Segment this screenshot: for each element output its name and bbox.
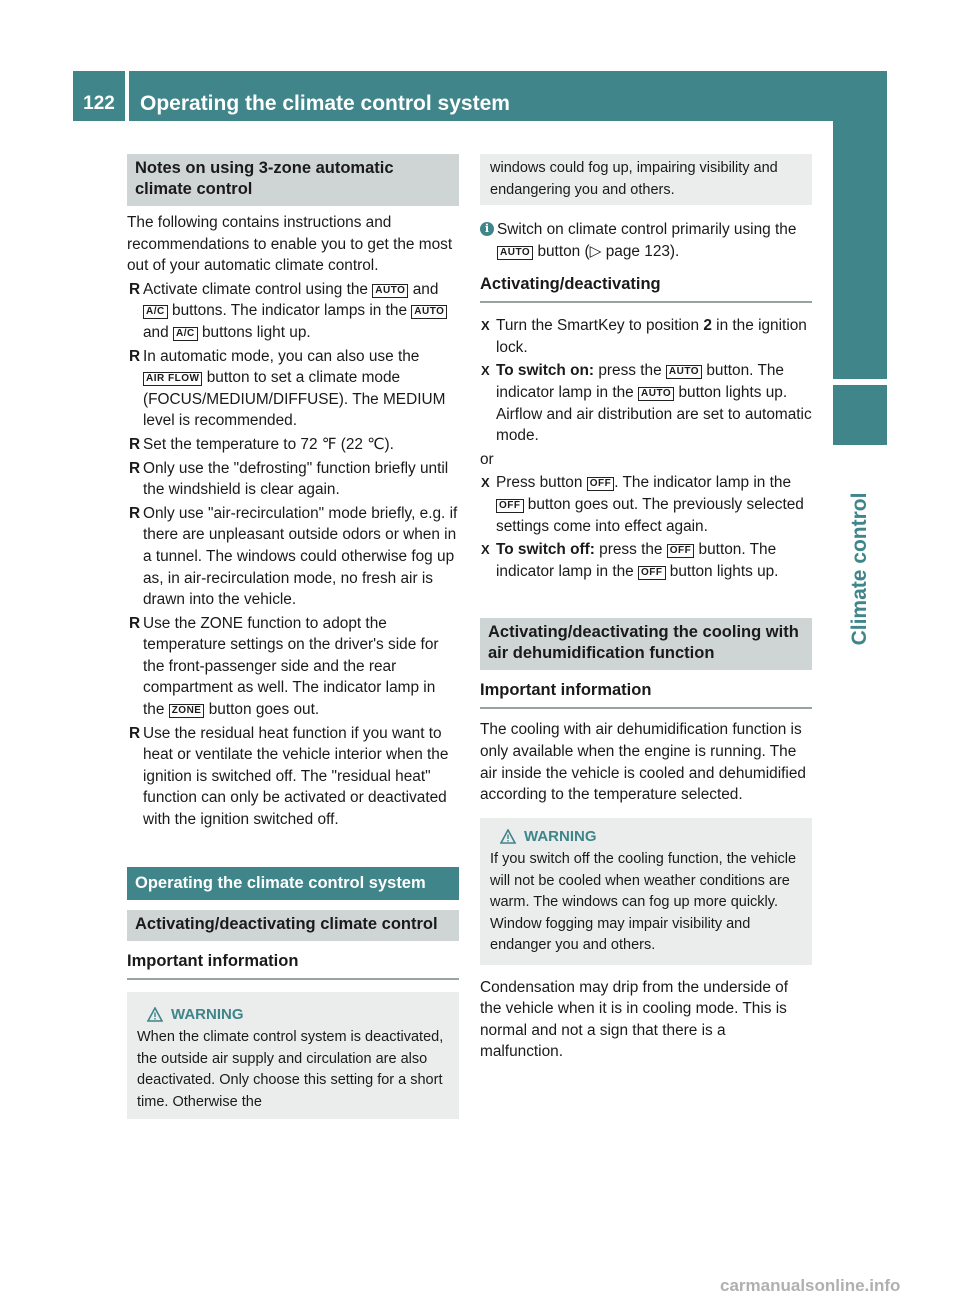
auto-button-icon: AUTO	[411, 305, 447, 319]
list-item: X Press button OFF . The indicator lamp in the OFF button goes out. The previously selected settings come into effect again.	[481, 474, 804, 535]
page-title: Operating the climate control system	[140, 92, 510, 115]
auto-button-icon: AUTO	[497, 246, 533, 260]
auto-button-icon: AUTO	[666, 365, 702, 379]
list-item: R Use the ZONE function to adopt the temperature settings on the driver's side for the front-passenger side and the rear compartment as well. The indicator lamp in the ZONE button goes out.	[129, 614, 439, 719]
off-button-icon: OFF	[638, 566, 666, 580]
main-section-heading: Operating the climate control system	[127, 867, 459, 900]
warning-text-continued: windows could fog up, impairing visibility and endangering you and others.	[490, 160, 778, 198]
airflow-button-icon: AIR FLOW	[143, 372, 202, 386]
header-divider	[125, 71, 129, 121]
cooling-text: The cooling with air dehumidification function is only available when the engine is running. The air inside the vehicle is cooled and dehumidified according to the temperature selected.	[480, 721, 806, 804]
warning-box	[127, 992, 459, 1120]
side-tab-label: Climate control	[848, 492, 871, 646]
list-item: R Activate climate control using the AUTO and A/C buttons. The indicator lamps in the AUTO and A/C buttons light up.	[127, 279, 459, 344]
watermark: carmanualsonline.info	[720, 1276, 901, 1295]
zone-button-icon: ZONE	[169, 704, 205, 718]
ac-button-icon: A/C	[143, 305, 168, 319]
side-tab-bar	[833, 121, 887, 379]
list-item: R Use the residual heat function if you want to heat or ventilate the vehicle interior when the ignition is switched off. The "residual heat" function can only be activated or deactivated with the ignition switched off.	[129, 724, 449, 829]
side-tab-block	[833, 385, 887, 445]
info-note: i Switch on climate control primarily using the AUTO button (▷ page 123).	[480, 219, 812, 262]
warning-text: When the climate control system is deactivated, the outside air supply and circulation are also deactivated. Only choose this setting for a short time. Otherwise the	[137, 1029, 444, 1110]
ac-button-icon: A/C	[173, 327, 198, 341]
notes-heading: Notes on using 3-zone automatic climate control	[127, 154, 459, 206]
page-number: 122	[83, 93, 115, 114]
condensation-text: Condensation may drip from the underside of the vehicle when it is in cooling mode. This is normal and not a sign that there is a malfunction.	[480, 978, 788, 1061]
list-item: R Only use "air-recirculation" mode briefly, e.g. if there are unpleasant outside odors or when in a tunnel. The windows could otherwise fog up as, in air-recirculation mode, no fresh air is drawn into the vehicle.	[129, 504, 458, 609]
important-info-heading: Important information	[127, 951, 459, 980]
warning-box-continued	[480, 154, 812, 205]
list-item: X Turn the SmartKey to position 2 in the ignition lock.	[481, 317, 807, 356]
warning-title-2: WARNING	[490, 826, 804, 848]
off-button-icon: OFF	[587, 477, 615, 491]
warning-box-2	[480, 818, 812, 965]
auto-button-icon: AUTO	[372, 284, 408, 298]
info-icon: i	[480, 222, 494, 236]
warning-text-2: If you switch off the cooling function, the vehicle will not be cooled when weather conditions are warm. The windows can fog up more quickly. Window fogging may impair visibility and endanger you and others.	[490, 851, 797, 954]
list-item: R Set the temperature to 72 ℉ (22 ℃).	[129, 435, 394, 453]
notes-intro: The following contains instructions and recommendations to enable you to get the most out of your automatic climate control.	[127, 214, 453, 275]
activating-subheading: Activating/deactivating	[480, 274, 812, 303]
cooling-heading: Activating/deactivating the cooling with air dehumidification function	[480, 618, 812, 670]
off-button-icon: OFF	[496, 499, 524, 513]
auto-button-icon: AUTO	[638, 387, 674, 401]
warning-triangle-icon	[147, 1007, 163, 1022]
left-column	[127, 154, 459, 1119]
or-text: or	[480, 450, 494, 468]
warning-title: WARNING	[137, 1004, 451, 1026]
right-column	[480, 154, 812, 1063]
list-item: R In automatic mode, you can also use the AIR FLOW button to set a climate mode (FOCUS/MEDIUM/DIFFUSE). The MEDIUM level is recommended.	[129, 347, 446, 430]
warning-triangle-icon	[500, 829, 516, 844]
list-item: X To switch off: press the OFF button. The indicator lamp in the OFF button lights up.	[481, 541, 779, 580]
off-button-icon: OFF	[667, 544, 695, 558]
activate-heading: Activating/deactivating climate control	[127, 910, 459, 941]
list-item: R Only use the "defrosting" function briefly until the windshield is clear again.	[129, 459, 449, 499]
important-info-heading-2: Important information	[480, 680, 812, 709]
list-item: X To switch on: press the AUTO button. The indicator lamp in the AUTO button lights up. Airflow and air distribution are set to automatic mode.	[481, 362, 812, 445]
page-header	[73, 71, 887, 121]
